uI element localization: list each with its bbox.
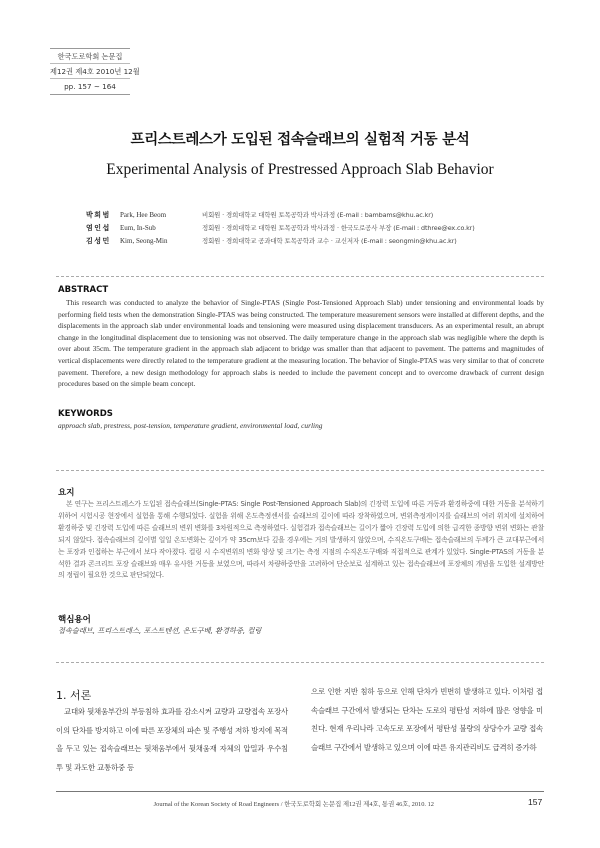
journal-name: 한국도로학회 논문집 [50,49,130,64]
author-affiliation: 정회원 · 경희대학교 공과대학 토목공학과 교수 · 교신저자 (E-mail : seongmin@khu.ac.kr) [202,237,457,245]
author-affiliation: 정회원 · 경희대학교 대학원 토목공학과 박사과정 · 한국도로공사 부장 (E-mail : dthree@ex.co.kr) [202,224,475,232]
keywords-text: approach slab, prestress, post-tension, temperature gradient, environmental load, curling [58,421,323,430]
intro-right-column [311,683,543,758]
abstract-paragraph: This research was conducted to analyze the behavior of Single-PTAS (Single Post-Tensioned Approach Slab) under tensioning and environmental loads by performing field tests when the demonstration Single-PTAS was being constructed. The temperature measurement sensors were installed at different depths, and the displacements in the approach slab under environmental loads and tensioning were measured using displacement transducers. As an experimental result, an abrupt change in the longitudinal displacement due to tensioning was not observed. The daily temperature change in the approach slab was negligible where the depth is over about 35cm. The temperature gradient in the approach slab adjacent to bridge was smaller than that adjacent to pavement. The patterns and magnitudes of vertical displacements were directly related to the temperature gradient at the measuring location. The behavior of Single-PTAS was very similar to that of concrete pavement. Therefore, a new design methodology for approach slabs is needed to include the pavement concept and to overcome drawback of current design procedures based on the simple beam concept. [58,298,544,389]
keywords-heading: KEYWORDS [58,409,113,419]
abstract-heading: ABSTRACT [58,285,109,295]
author-row [86,209,556,222]
author-name-ko: 염인섭 [86,224,111,232]
author-name-ko: 박희범 [86,211,111,219]
section-divider [56,276,544,277]
footer-citation: Journal of the Korean Society of Road Engineers / 한국도로학회 논문집 제12권 제4호, 통권 46호, 2010. 12 [153,801,434,808]
author-name-ko: 김성민 [86,237,111,245]
journal-volume: 제12권 제4호 2010년 12월 [50,64,130,79]
journal-info-box [50,48,140,95]
author-row [86,235,556,248]
yoji-text [58,499,544,582]
author-name-en: Kim, Seong-Min [120,237,168,245]
footer-divider [56,791,544,792]
title-korean: 프리스트레스가 도입된 접속슬래브의 실험적 거동 분석 [130,132,470,148]
page-number: 157 [528,797,543,807]
author-row [86,222,556,235]
intro-left-column [56,703,288,778]
title-english: Experimental Analysis of Prestressed Approach Slab Behavior [106,161,494,178]
intro-heading: 1. 서론 [56,689,92,702]
author-name-en: Park, Hee Beom [120,211,167,219]
section-divider [56,470,544,471]
abstract-text [58,297,544,390]
yoji-paragraph: 본 연구는 프리스트레스가 도입된 접속슬래브(Single-PTAS: Single Post-Tensioned Approach Slab)의 긴장력 도입에 따른 거동과 환경하중에 대한 거동을 분석하기 위하여 시험시공 현장에서 실험을 통해 수행되었다. 실험을 위해 온도측정센서를 슬래브의 깊이에 따라 장착하였으며, 변위측정게이지를 슬래브의 여러 위치에 설치하여 환경하중 및 긴장력 도입에 따른 슬래브의 변위 변화를 3차원적으로 측정하였다. 실험결과 접속슬래브는 길이가 짧아 긴장력 도입에 의한 급격한 종방향 변위 변화는 관찰되지 않았다. 접속슬래브의 깊이별 일일 온도변화는 깊이가 약 35cm보다 깊을 경우에는 거의 발생하지 않았으며, 수직온도구배는 접속슬래브의 두께가 큰 교대부근에서는 포장과 인접하는 부근에서 보다 작아졌다. 컬링 시 수직변위의 변화 양상 및 크기는 측정 지점의 수직온도구배와 직접적으로 관계가 있었다. Single-PTAS의 거동을 분석한 결과 콘크리트 포장 슬래브와 매우 유사한 거동을 보였으며, 따라서 차량하중만을 고려하여 단순보로 설계하고 있는 접속슬래브에 포장체의 개념을 도입한 설계방안의 정립이 필요한 것으로 판단되었다. [58,500,544,580]
journal-pages: pp. 157 ~ 164 [64,82,116,91]
author-list [86,209,556,248]
keywords-ko-heading: 핵심용어 [58,615,91,625]
yoji-heading: 요지 [58,488,75,498]
author-name-en: Eum, In-Sub [120,224,156,232]
keywords-ko-text: 접속슬래브, 프리스트레스, 포스트텐션, 온도구배, 환경하중, 컬링 [58,626,262,635]
intro-right-paragraph: 으로 인한 지반 침하 등으로 인해 단차가 빈번히 발생하고 있다. 이처럼 접속슬래브 구간에서 발생되는 단차는 도로의 평탄성 저하에 많은 영향을 미친다. 현재 우리나라 고속도로 포장에서 평탄성 불량의 상당수가 교량 접속슬래브 구간에서 발생하고 있으며 이에 따른 유지관리비도 급격히 증가하 [311,687,543,753]
author-affiliation: 비회원 · 경희대학교 대학원 토목공학과 박사과정 (E-mail : bambams@khu.ac.kr) [202,211,434,219]
section-divider [56,662,544,663]
intro-left-paragraph: 교대와 뒷채움부간의 부등침하 효과를 감소시켜 교량과 교량접속 포장사이의 단차를 방지하고 이에 따른 포장체의 파손 및 주행성 저하 방지에 목적을 두고 있는 접속슬래브는 뒷채움부에서 뒷채움재 자체의 압밀과 우수침투 및 과도한 교통하중 등 [56,707,288,773]
